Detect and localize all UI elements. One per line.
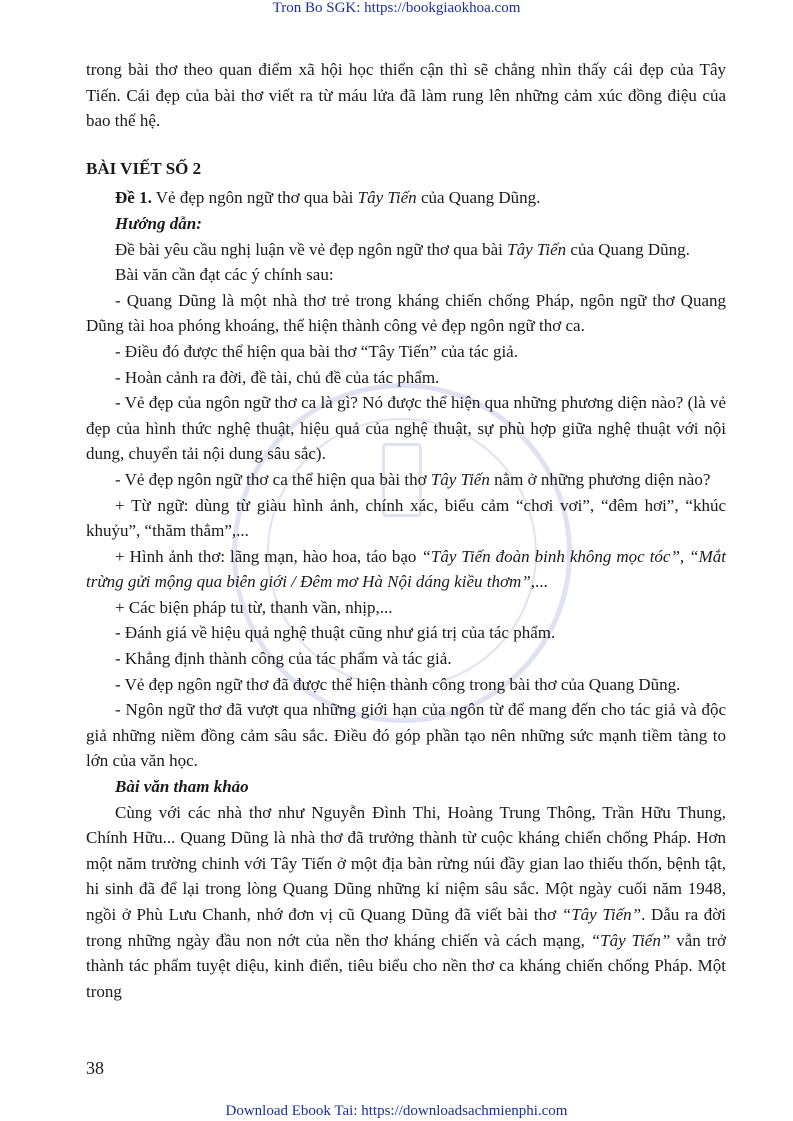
reference-essay-paragraph: Cùng với các nhà thơ như Nguyễn Đình Thi, Hoàng Trung Thông, Trần Hữu Thung, Chính Hữu... Quang Dũng là nhà thơ đã trưởng thành từ cuộc kháng chiến chống Pháp. Hơn một năm trường chinh với Tây Tiến ở một địa bàn rừng núi đầy gian lao thiếu thốn, bệnh tật, hi sinh đã để lại trong lòng Quang Dũng những kỉ niệm sâu sắc. Một ngày cuối năm 1948, ngồi ở Phù Lưu Chanh, nhớ đơn vị cũ Quang Dũng đã viết bài thơ “Tây Tiến”. Dẫu ra đời trong những ngày đầu non nớt của nền thơ kháng chiến và cách mạng, “Tây Tiến” vẫn trở thành tác phẩm tuyệt diệu, kinh điển, tiêu biểu cho nền thơ ca kháng chiến chống Pháp. Một trong xyxy=(86,802,727,1001)
point-6: + Từ ngữ: dùng từ giàu hình ảnh, chính xác, biểu cảm “chơi vơi”, “đêm hơi”, “khúc khuỷu”, “thăm thẳm”,... xyxy=(86,495,726,541)
point-8: + Các biện pháp tu từ, thanh vần, nhịp,... xyxy=(115,597,393,617)
reference-essay-heading: Bài văn tham khảo xyxy=(115,777,249,797)
point-2: - Điều đó được thể hiện qua bài thơ “Tây Tiến” của tác giả. xyxy=(115,341,518,361)
point-10: - Khẳng định thành công của tác phẩm và tác giả. xyxy=(115,649,452,669)
intro-paragraph: trong bài thơ theo quan điểm xã hội học thiển cận thì sẽ chẳng nhìn thấy cái đẹp của Tây Tiến. Cái đẹp của bài thơ viết ra từ máu lửa đã làm rung lên những cảm xúc đồng điệu của bao thế hệ. xyxy=(86,60,726,131)
point-9: - Đánh giá về hiệu quả nghệ thuật cũng như giá trị của tác phẩm. xyxy=(115,623,556,643)
point-11: - Vẻ đẹp ngôn ngữ thơ đã được thể hiện thành công trong bài thơ của Quang Dũng. xyxy=(115,674,681,694)
point-4: - Vẻ đẹp của ngôn ngữ thơ ca là gì? Nó được thể hiện qua những phương diện nào? (là vẻ đẹp của hình thức nghệ thuật, hiệu quả của nghệ thuật, sự phù hợp giữa nghệ thuật với nội dung, chuyển tải nội dung sâu sắc). xyxy=(86,393,726,464)
point-3: - Hoàn cảnh ra đời, đề tài, chủ đề của tác phẩm. xyxy=(115,367,440,387)
point-12: - Ngôn ngữ thơ đã vượt qua những giới hạn của ngôn từ để mang đến cho tác giả và độc giả những niềm đồng cảm sâu sắc. Điều đó góp phần tạo nên những sức mạnh tiềm tàng to lớn của văn học. xyxy=(86,700,726,771)
point-7: + Hình ảnh thơ: lãng mạn, hào hoa, táo bạo “Tây Tiến đoàn binh không mọc tóc”, “Mắt trừng gửi mộng qua biên giới / Đêm mơ Hà Nội dáng kiều thơm”,... xyxy=(86,546,726,592)
page-content xyxy=(86,57,726,1004)
main-points-intro: Bài văn cần đạt các ý chính sau: xyxy=(115,265,334,285)
requirement-paragraph: Đề bài yêu cầu nghị luận về vẻ đẹp ngôn ngữ thơ qua bài Tây Tiến của Quang Dũng. xyxy=(115,239,690,259)
guide-heading: Hướng dẫn: xyxy=(115,213,202,233)
point-5: - Vẻ đẹp ngôn ngữ thơ ca thể hiện qua bài thơ Tây Tiến nằm ở những phương diện nào? xyxy=(115,469,711,489)
footer-download-link[interactable]: Download Ebook Tai: https://downloadsachmienphi.com xyxy=(225,1103,568,1119)
page-number: 38 xyxy=(86,1058,104,1078)
section-title: BÀI VIẾT SỐ 2 xyxy=(86,158,202,178)
essay-prompt: Đề 1. Vẻ đẹp ngôn ngữ thơ qua bài Tây Tiến của Quang Dũng. xyxy=(115,188,541,208)
header-source-link[interactable]: Tron Bo SGK: https://bookgiaokhoa.com xyxy=(272,0,521,16)
point-1: - Quang Dũng là một nhà thơ trẻ trong kháng chiến chống Pháp, ngôn ngữ thơ Quang Dũng tài hoa phóng khoáng, thể hiện thành công vẻ đẹp ngôn ngữ thơ ca. xyxy=(86,290,726,336)
